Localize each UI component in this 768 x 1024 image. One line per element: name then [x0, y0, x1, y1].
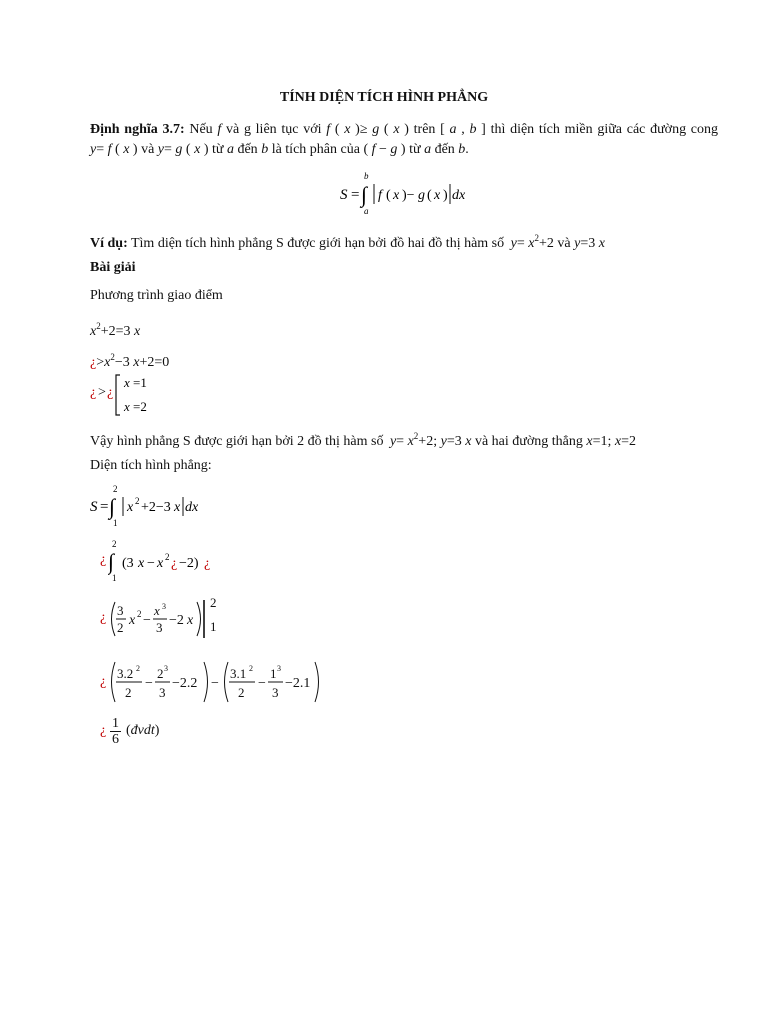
definition-text: thì diện tích miền giữa các đường cong — [490, 122, 719, 137]
math-a: a — [424, 142, 432, 157]
svg-text:2: 2 — [117, 620, 124, 635]
step-3-svg — [108, 656, 338, 708]
step-2 — [100, 594, 240, 644]
svg-text:2: 2 — [238, 685, 245, 700]
svg-text:3: 3 — [272, 685, 279, 700]
svg-text:x: x — [124, 399, 130, 414]
svg-text:−: − — [143, 613, 151, 628]
svg-text:x: x — [434, 188, 441, 203]
svg-text:(: ( — [386, 188, 391, 203]
definition-label: Định nghĩa 3.7: — [90, 122, 185, 137]
area-integral — [90, 483, 270, 529]
equation-3-system — [90, 372, 210, 418]
math-f-minus-g: ( f − g ) — [363, 142, 406, 157]
svg-text:1: 1 — [270, 666, 277, 681]
svg-text:x: x — [393, 188, 400, 203]
math-y-3x: y=3 x — [574, 236, 605, 251]
svg-text:1: 1 — [113, 518, 118, 528]
svg-text:3: 3 — [277, 664, 281, 673]
svg-text:): ) — [443, 188, 448, 203]
definition-text: đến — [237, 142, 258, 157]
example-label: Ví dụ: — [90, 236, 128, 251]
artifact-glyph: ¿ — [100, 674, 107, 689]
svg-text:1: 1 — [210, 619, 217, 634]
fraction-one-sixth: $\frac{1}{6}$ — [112, 716, 119, 747]
svg-text:−: − — [258, 676, 266, 691]
svg-text:x: x — [138, 556, 145, 571]
svg-text:2: 2 — [135, 496, 140, 506]
svg-text:=2: =2 — [133, 399, 147, 414]
svg-text:2: 2 — [249, 664, 253, 673]
svg-text:3.1: 3.1 — [230, 666, 247, 681]
svg-text:−2): −2) — [179, 556, 199, 571]
equation-1: $x^2+2=3$ x — [90, 321, 141, 339]
step-1-svg — [108, 538, 248, 584]
svg-text:b: b — [364, 171, 369, 181]
svg-text:∫: ∫ — [108, 549, 115, 574]
svg-text:2: 2 — [210, 595, 217, 610]
solution-heading: Bài giải — [90, 260, 136, 275]
artifact-glyph: ¿ — [100, 552, 107, 567]
svg-text:x: x — [124, 375, 130, 390]
svg-text:(3: (3 — [122, 556, 134, 571]
svg-text:+2−3: +2−3 — [141, 500, 171, 515]
svg-text:f: f — [378, 188, 382, 203]
svg-text:3.2: 3.2 — [117, 666, 134, 681]
svg-text:3: 3 — [159, 685, 166, 700]
page-title: TÍNH DIỆN TÍCH HÌNH PHẲNG — [279, 90, 489, 105]
math-y-x2-plus-2: $y= x^2+2$; — [389, 431, 438, 449]
definition-paragraph — [90, 120, 718, 160]
svg-text:a: a — [364, 206, 369, 216]
definition-text: và g liên tục với — [226, 122, 322, 137]
example-and: và — [557, 236, 571, 251]
math-y-x2-plus-2: $y= x^2+2$ — [510, 233, 554, 251]
solution-bracket — [112, 372, 212, 418]
svg-text:3: 3 — [162, 602, 166, 611]
svg-text:(: ( — [427, 188, 432, 203]
unit-label: (đvdt) — [126, 723, 160, 738]
artifact-glyph: ¿ — [90, 385, 97, 400]
equation-2: ¿$>x^2-3$ x+2=0 — [90, 352, 170, 370]
artifact-glyph: ¿ — [107, 385, 114, 400]
example-text: Tìm diện tích hình phẳng S được giới hạn bởi đồ hai đồ thị hàm số — [130, 236, 505, 251]
svg-text:1: 1 — [112, 573, 117, 583]
svg-text:2: 2 — [136, 664, 140, 673]
definition-text: và — [141, 142, 155, 157]
step-1 — [100, 538, 250, 584]
math-f: f — [217, 122, 222, 137]
unit-text: đvdt — [130, 723, 155, 738]
svg-text:x: x — [127, 500, 134, 515]
svg-text:2: 2 — [125, 685, 132, 700]
artifact-glyph: ¿ — [90, 355, 97, 370]
region-text: và hai đường thẳng — [474, 434, 583, 449]
svg-text:x: x — [157, 556, 164, 571]
definition-text: đến — [434, 142, 455, 157]
math-interval: [ a , b ] — [440, 122, 486, 137]
svg-text:2: 2 — [113, 484, 118, 494]
svg-text:x: x — [154, 603, 160, 618]
definition-formula — [340, 170, 540, 218]
svg-text:S: S — [340, 187, 348, 203]
svg-text:2: 2 — [157, 666, 164, 681]
step-2-svg — [108, 594, 238, 644]
math-x-bounds: x=1; x=2 — [586, 434, 636, 449]
math-inequality: f ( x )≥ g ( x ) — [326, 122, 409, 137]
integral-formula-svg — [340, 170, 540, 218]
definition-line-2 — [90, 140, 718, 160]
svg-text:x: x — [174, 500, 181, 515]
math-b: b — [261, 142, 269, 157]
svg-text:x: x — [187, 613, 194, 628]
svg-text:dx: dx — [185, 500, 199, 515]
svg-text:¿: ¿ — [171, 556, 178, 571]
svg-text:3: 3 — [156, 620, 163, 635]
svg-text:−2.1: −2.1 — [285, 676, 311, 691]
math-b-end: b. — [458, 142, 469, 157]
svg-text:dx: dx — [452, 188, 466, 203]
svg-text:=1: =1 — [133, 375, 147, 390]
area-label: Diện tích hình phẳng: — [90, 458, 212, 473]
svg-text:3: 3 — [164, 664, 168, 673]
definition-line-1 — [90, 120, 718, 140]
math-y-f: y= f ( x ) — [90, 142, 138, 157]
svg-text:3: 3 — [117, 603, 124, 618]
svg-text:∫: ∫ — [109, 494, 116, 519]
intersection-label: Phương trình giao điểm — [90, 288, 223, 303]
example-line — [90, 228, 718, 254]
svg-text:−: − — [145, 676, 153, 691]
svg-text:x: x — [129, 613, 136, 628]
svg-text:∫: ∫ — [361, 182, 368, 207]
step-4-result — [100, 714, 220, 754]
svg-text:−: − — [147, 556, 155, 571]
svg-text:S: S — [90, 499, 98, 515]
region-line — [90, 426, 718, 452]
area-integral-svg — [90, 483, 270, 529]
definition-text: trên — [413, 122, 436, 137]
greater-than: > — [98, 385, 106, 400]
svg-text:=: = — [351, 187, 360, 203]
artifact-glyph: ¿ — [100, 723, 107, 738]
step-3 — [100, 656, 340, 708]
svg-text:g: g — [418, 188, 425, 203]
definition-text: từ — [211, 142, 224, 157]
svg-text:−2: −2 — [169, 613, 184, 628]
region-text: Vậy hình phẳng S được giới hạn bởi 2 đồ thị hàm số — [90, 434, 384, 449]
svg-text:2: 2 — [137, 609, 142, 619]
svg-text:)−: )− — [402, 188, 415, 203]
definition-text: Nếu — [189, 122, 213, 137]
svg-text:2: 2 — [165, 552, 170, 562]
svg-text:¿: ¿ — [204, 556, 211, 571]
definition-text: là tích phân của — [271, 142, 360, 157]
definition-text: từ — [409, 142, 421, 157]
svg-text:=: = — [100, 499, 109, 515]
math-a: a — [226, 142, 234, 157]
math-y-3x: y=3 x — [440, 434, 472, 449]
svg-text:2: 2 — [112, 539, 117, 549]
svg-text:−: − — [211, 676, 219, 691]
artifact-glyph: ¿ — [100, 610, 107, 625]
svg-text:−2.2: −2.2 — [172, 676, 198, 691]
math-y-g: y= g ( x ) — [157, 142, 209, 157]
